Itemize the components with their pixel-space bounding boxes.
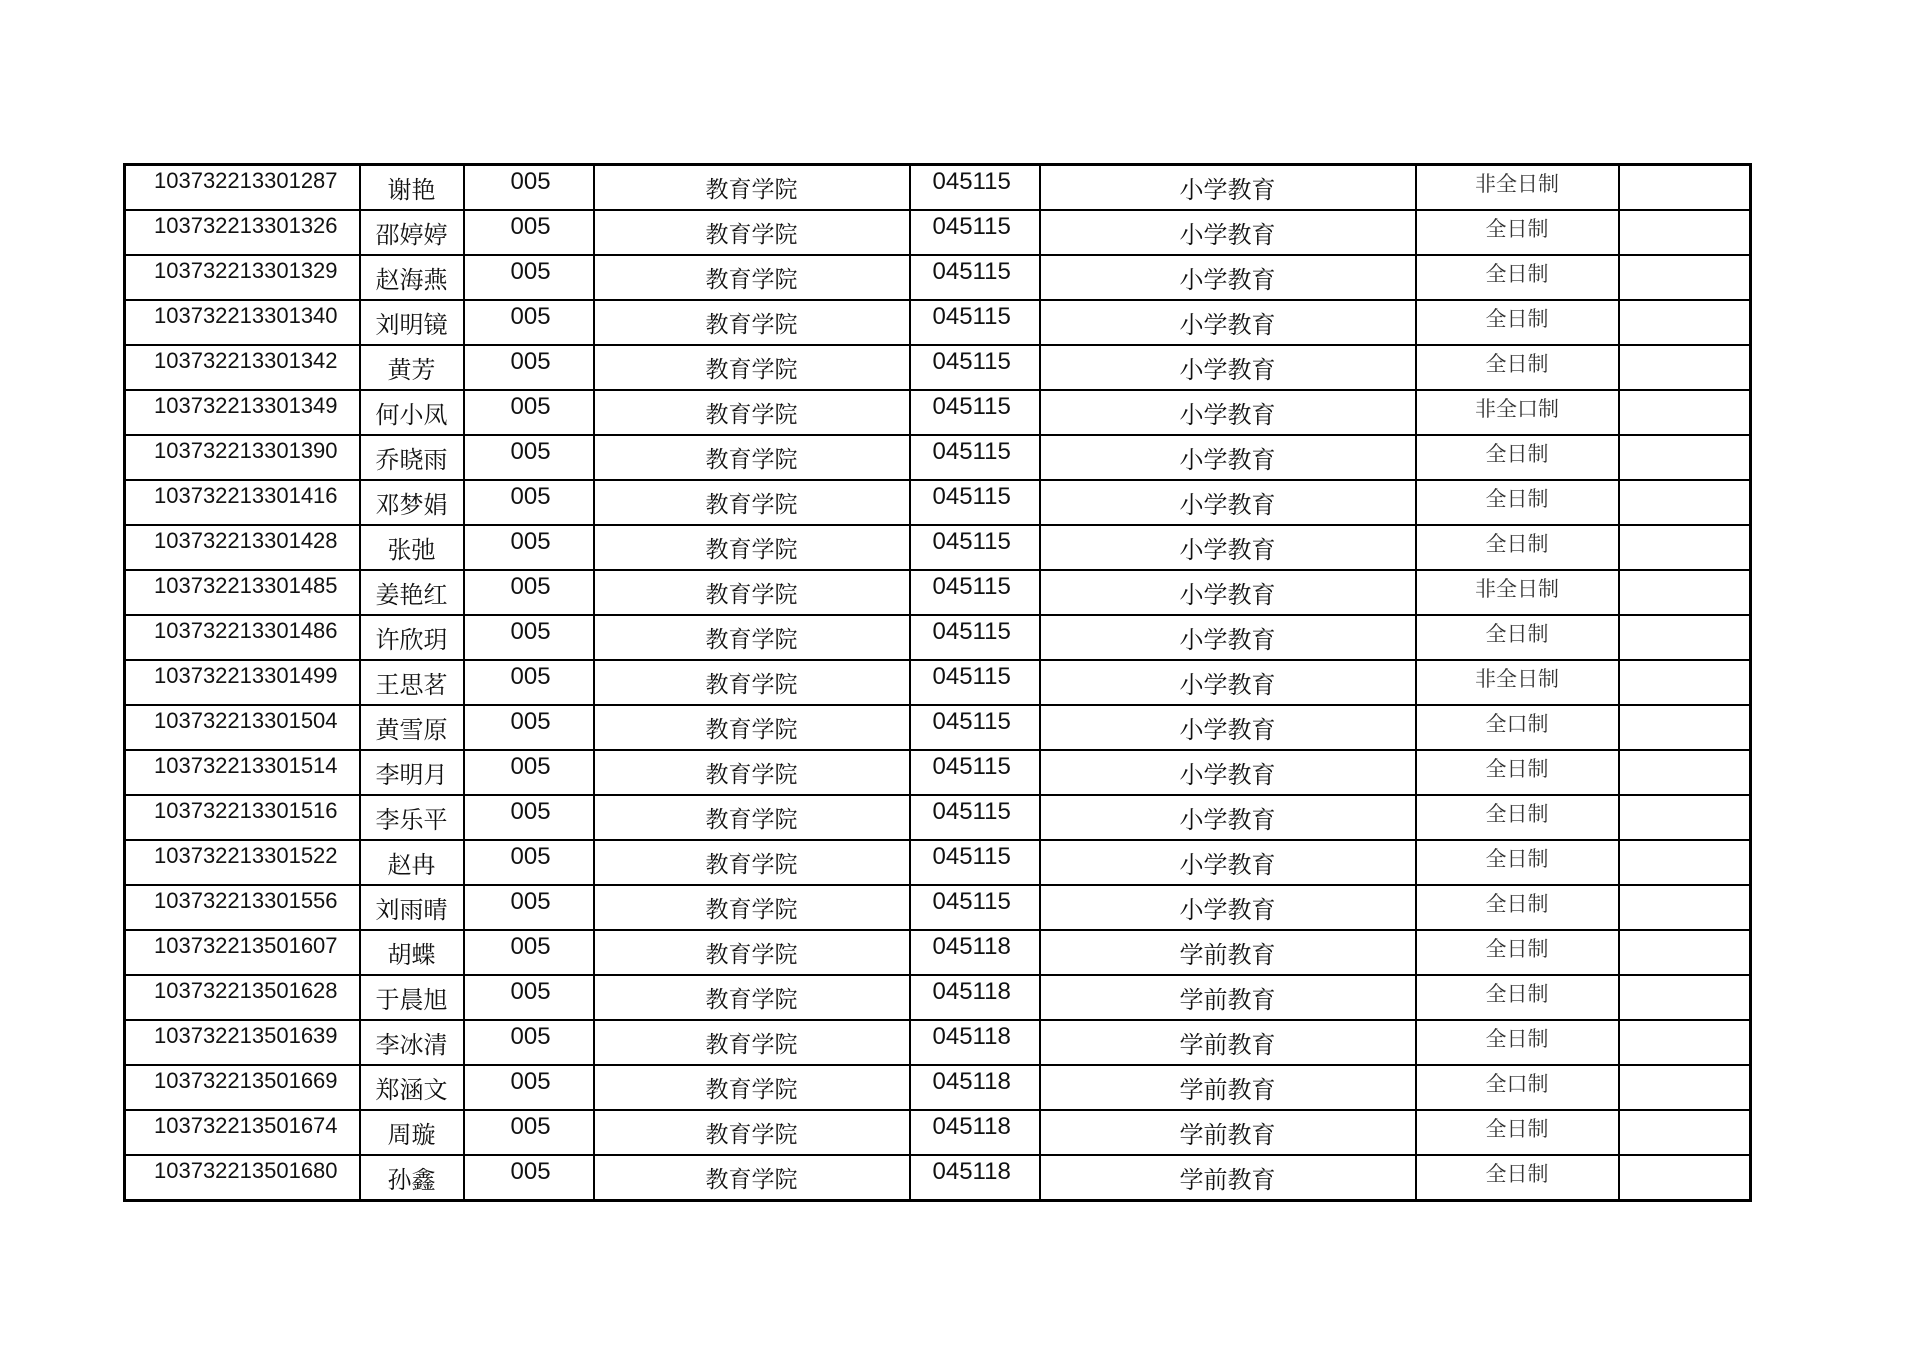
college-name-cell: 教育学院 [594,255,910,300]
college-name-cell: 教育学院 [594,975,910,1020]
candidate-id-cell: 103732213301416 [125,480,360,525]
major-name-cell: 小学教育 [1040,750,1416,795]
student-name-cell: 李乐平 [360,795,464,840]
table-row [125,165,1751,211]
student-name-cell: 王思茗 [360,660,464,705]
candidate-id-cell: 103732213501628 [125,975,360,1020]
table-body [125,165,1751,1201]
college-name-cell: 教育学院 [594,390,910,435]
major-name-cell: 学前教育 [1040,975,1416,1020]
college-name-cell: 教育学院 [594,705,910,750]
student-name-cell: 姜艳红 [360,570,464,615]
college-name-cell: 教育学院 [594,795,910,840]
major-name-cell: 小学教育 [1040,705,1416,750]
college-code-cell: 005 [464,795,594,840]
major-code-cell: 045115 [910,165,1040,211]
major-name-cell: 学前教育 [1040,1155,1416,1201]
college-code-cell: 005 [464,1155,594,1201]
major-name-cell: 小学教育 [1040,390,1416,435]
note-cell [1619,570,1751,615]
table-row [125,750,1751,795]
major-code-cell: 045118 [910,1020,1040,1065]
major-code-cell: 045115 [910,435,1040,480]
study-mode-cell: 非全日制 [1416,570,1619,615]
candidate-id-cell: 103732213301340 [125,300,360,345]
major-name-cell: 学前教育 [1040,930,1416,975]
study-mode-cell: 全日制 [1416,435,1619,480]
note-cell [1619,300,1751,345]
note-cell [1619,1110,1751,1155]
college-code-cell: 005 [464,930,594,975]
note-cell [1619,705,1751,750]
table-row [125,930,1751,975]
note-cell [1619,165,1751,211]
college-code-cell: 005 [464,660,594,705]
student-name-cell: 黄雪原 [360,705,464,750]
college-name-cell: 教育学院 [594,615,910,660]
table-row [125,795,1751,840]
candidate-id-cell: 103732213301556 [125,885,360,930]
college-code-cell: 005 [464,615,594,660]
student-name-cell: 黄芳 [360,345,464,390]
major-name-cell: 小学教育 [1040,435,1416,480]
student-name-cell: 赵海燕 [360,255,464,300]
major-code-cell: 045115 [910,210,1040,255]
candidate-id-cell: 103732213501669 [125,1065,360,1110]
college-code-cell: 005 [464,840,594,885]
college-code-cell: 005 [464,570,594,615]
college-name-cell: 教育学院 [594,1065,910,1110]
note-cell [1619,435,1751,480]
note-cell [1619,975,1751,1020]
table-row [125,390,1751,435]
student-name-cell: 周璇 [360,1110,464,1155]
study-mode-cell: 全日制 [1416,615,1619,660]
major-name-cell: 小学教育 [1040,210,1416,255]
major-code-cell: 045115 [910,705,1040,750]
table-row [125,300,1751,345]
table-row [125,345,1751,390]
college-name-cell: 教育学院 [594,885,910,930]
table-row [125,1020,1751,1065]
college-code-cell: 005 [464,390,594,435]
major-code-cell: 045118 [910,1155,1040,1201]
study-mode-cell: 全日制 [1416,840,1619,885]
college-name-cell: 教育学院 [594,480,910,525]
major-name-cell: 小学教育 [1040,255,1416,300]
major-name-cell: 学前教育 [1040,1020,1416,1065]
major-name-cell: 学前教育 [1040,1110,1416,1155]
college-code-cell: 005 [464,975,594,1020]
admission-list-table [123,163,1752,1202]
major-name-cell: 小学教育 [1040,840,1416,885]
study-mode-cell: 全日制 [1416,255,1619,300]
candidate-id-cell: 103732213301326 [125,210,360,255]
major-code-cell: 045115 [910,840,1040,885]
table-row [125,975,1751,1020]
note-cell [1619,930,1751,975]
table-row [125,885,1751,930]
student-name-cell: 李冰清 [360,1020,464,1065]
study-mode-cell: 全口制 [1416,705,1619,750]
study-mode-cell: 全日制 [1416,750,1619,795]
study-mode-cell: 全口制 [1416,1065,1619,1110]
college-code-cell: 005 [464,300,594,345]
study-mode-cell: 全日制 [1416,210,1619,255]
major-code-cell: 045115 [910,660,1040,705]
major-name-cell: 小学教育 [1040,885,1416,930]
candidate-id-cell: 103732213301428 [125,525,360,570]
college-code-cell: 005 [464,750,594,795]
note-cell [1619,1065,1751,1110]
table-row [125,210,1751,255]
study-mode-cell: 全日制 [1416,525,1619,570]
college-code-cell: 005 [464,255,594,300]
table-row [125,1110,1751,1155]
candidate-id-cell: 103732213301514 [125,750,360,795]
major-code-cell: 045115 [910,615,1040,660]
major-name-cell: 小学教育 [1040,570,1416,615]
study-mode-cell: 全日制 [1416,930,1619,975]
student-name-cell: 张弛 [360,525,464,570]
major-name-cell: 小学教育 [1040,165,1416,211]
major-code-cell: 045115 [910,885,1040,930]
candidate-id-cell: 103732213301485 [125,570,360,615]
student-name-cell: 赵冉 [360,840,464,885]
note-cell [1619,210,1751,255]
major-code-cell: 045115 [910,750,1040,795]
college-code-cell: 005 [464,345,594,390]
candidate-id-cell: 103732213501607 [125,930,360,975]
study-mode-cell: 全日制 [1416,345,1619,390]
study-mode-cell: 非全口制 [1416,390,1619,435]
college-name-cell: 教育学院 [594,1020,910,1065]
major-code-cell: 045115 [910,390,1040,435]
college-name-cell: 教育学院 [594,345,910,390]
table-row [125,1155,1751,1201]
candidate-id-cell: 103732213301342 [125,345,360,390]
candidate-id-cell: 103732213301522 [125,840,360,885]
major-code-cell: 045118 [910,975,1040,1020]
college-name-cell: 教育学院 [594,660,910,705]
study-mode-cell: 全日制 [1416,795,1619,840]
candidate-id-cell: 103732213301516 [125,795,360,840]
study-mode-cell: 非全日制 [1416,165,1619,211]
study-mode-cell: 全日制 [1416,480,1619,525]
major-code-cell: 045115 [910,345,1040,390]
college-code-cell: 005 [464,1020,594,1065]
college-name-cell: 教育学院 [594,300,910,345]
major-code-cell: 045115 [910,255,1040,300]
student-name-cell: 郑涵文 [360,1065,464,1110]
major-name-cell: 小学教育 [1040,345,1416,390]
major-code-cell: 045118 [910,1110,1040,1155]
major-code-cell: 045118 [910,1065,1040,1110]
college-code-cell: 005 [464,480,594,525]
table-row [125,615,1751,660]
table-row [125,525,1751,570]
major-name-cell: 小学教育 [1040,300,1416,345]
note-cell [1619,840,1751,885]
major-name-cell: 小学教育 [1040,615,1416,660]
college-name-cell: 教育学院 [594,570,910,615]
student-name-cell: 胡蝶 [360,930,464,975]
study-mode-cell: 全日制 [1416,1155,1619,1201]
candidate-id-cell: 103732213501674 [125,1110,360,1155]
student-name-cell: 邵婷婷 [360,210,464,255]
major-name-cell: 小学教育 [1040,480,1416,525]
note-cell [1619,480,1751,525]
table-row [125,570,1751,615]
candidate-id-cell: 103732213301287 [125,165,360,211]
student-name-cell: 刘明镜 [360,300,464,345]
candidate-id-cell: 103732213301499 [125,660,360,705]
table-row [125,660,1751,705]
college-name-cell: 教育学院 [594,525,910,570]
major-code-cell: 045115 [910,525,1040,570]
college-name-cell: 教育学院 [594,930,910,975]
major-code-cell: 045118 [910,930,1040,975]
table-row [125,840,1751,885]
candidate-id-cell: 103732213301504 [125,705,360,750]
college-name-cell: 教育学院 [594,435,910,480]
student-name-cell: 邓梦娟 [360,480,464,525]
table-row [125,435,1751,480]
student-name-cell: 许欣玥 [360,615,464,660]
candidate-id-cell: 103732213501680 [125,1155,360,1201]
candidate-id-cell: 103732213301349 [125,390,360,435]
student-name-cell: 刘雨晴 [360,885,464,930]
note-cell [1619,345,1751,390]
student-name-cell: 于晨旭 [360,975,464,1020]
note-cell [1619,615,1751,660]
major-code-cell: 045115 [910,570,1040,615]
college-name-cell: 教育学院 [594,840,910,885]
major-code-cell: 045115 [910,795,1040,840]
candidate-id-cell: 103732213301329 [125,255,360,300]
candidate-id-cell: 103732213501639 [125,1020,360,1065]
college-code-cell: 005 [464,435,594,480]
college-code-cell: 005 [464,705,594,750]
note-cell [1619,255,1751,300]
student-name-cell: 李明月 [360,750,464,795]
table-row [125,255,1751,300]
study-mode-cell: 非全日制 [1416,660,1619,705]
college-name-cell: 教育学院 [594,1155,910,1201]
table-row [125,1065,1751,1110]
college-code-cell: 005 [464,1065,594,1110]
note-cell [1619,1020,1751,1065]
college-code-cell: 005 [464,210,594,255]
study-mode-cell: 全日制 [1416,300,1619,345]
note-cell [1619,885,1751,930]
college-code-cell: 005 [464,885,594,930]
note-cell [1619,390,1751,435]
major-name-cell: 小学教育 [1040,660,1416,705]
major-name-cell: 学前教育 [1040,1065,1416,1110]
major-name-cell: 小学教育 [1040,525,1416,570]
student-name-cell: 谢艳 [360,165,464,211]
note-cell [1619,795,1751,840]
major-code-cell: 045115 [910,480,1040,525]
study-mode-cell: 全日制 [1416,885,1619,930]
table-row [125,705,1751,750]
college-name-cell: 教育学院 [594,165,910,211]
college-name-cell: 教育学院 [594,210,910,255]
college-code-cell: 005 [464,1110,594,1155]
college-code-cell: 005 [464,525,594,570]
major-name-cell: 小学教育 [1040,795,1416,840]
note-cell [1619,525,1751,570]
student-name-cell: 何小凤 [360,390,464,435]
college-name-cell: 教育学院 [594,750,910,795]
study-mode-cell: 全日制 [1416,1110,1619,1155]
note-cell [1619,1155,1751,1201]
college-name-cell: 教育学院 [594,1110,910,1155]
student-name-cell: 乔晓雨 [360,435,464,480]
student-name-cell: 孙鑫 [360,1155,464,1201]
study-mode-cell: 全日制 [1416,975,1619,1020]
candidate-id-cell: 103732213301486 [125,615,360,660]
note-cell [1619,750,1751,795]
note-cell [1619,660,1751,705]
major-code-cell: 045115 [910,300,1040,345]
table-row [125,480,1751,525]
candidate-id-cell: 103732213301390 [125,435,360,480]
college-code-cell: 005 [464,165,594,211]
study-mode-cell: 全日制 [1416,1020,1619,1065]
